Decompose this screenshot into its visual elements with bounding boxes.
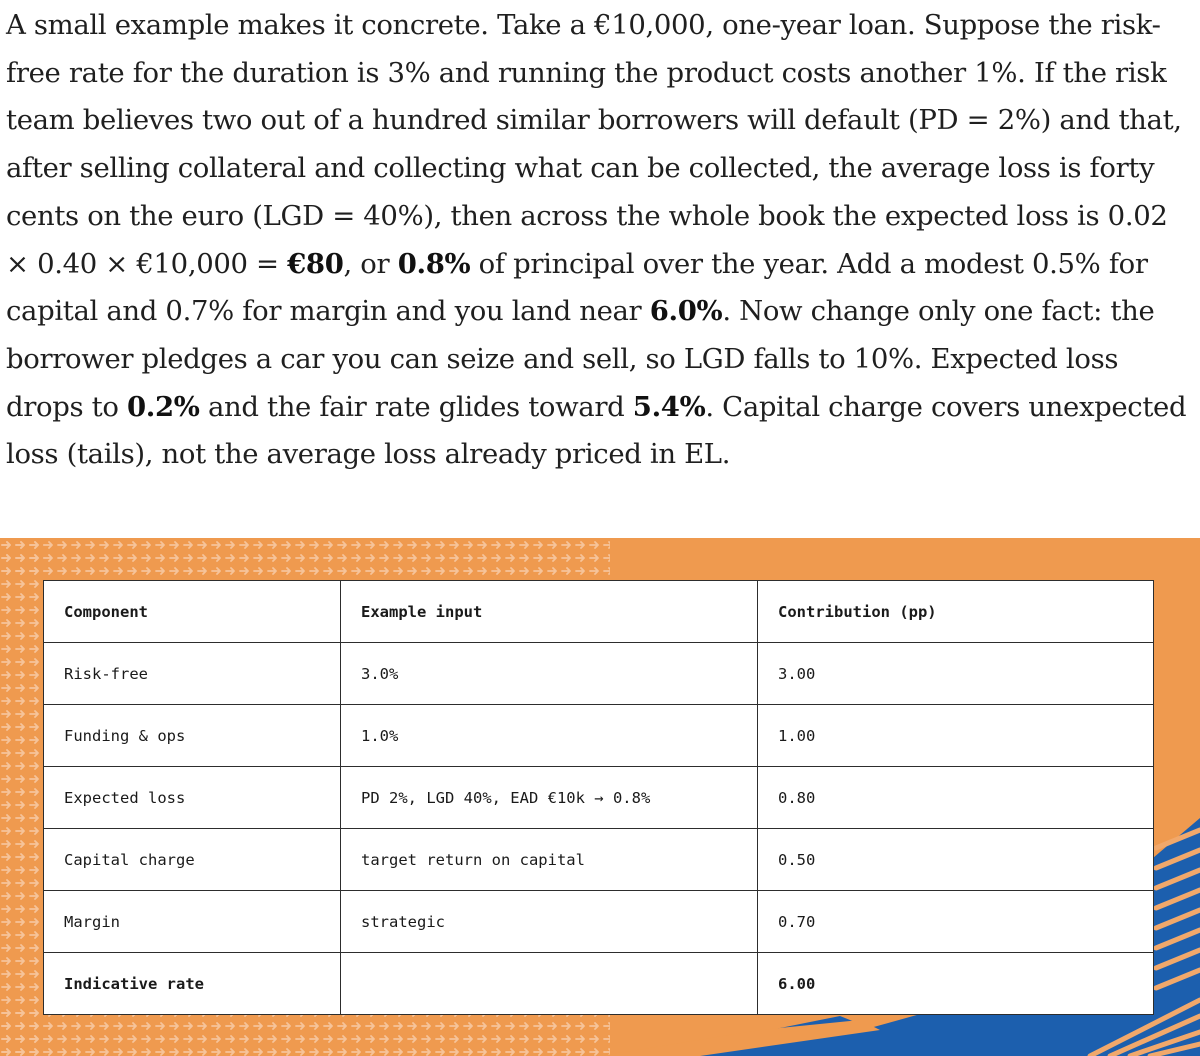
arrow-pattern-left <box>0 538 44 1056</box>
cell-component: Margin <box>44 891 341 953</box>
table-row <box>44 643 1154 705</box>
cell-input: strategic <box>341 891 758 953</box>
cell-component: Funding & ops <box>44 705 341 767</box>
cell-input: target return on capital <box>341 829 758 891</box>
table-total-row <box>44 953 1154 1015</box>
cell-component: Risk-free <box>44 643 341 705</box>
cell-component: Indicative rate <box>44 953 341 1015</box>
expected-loss-percent: 0.8% <box>397 247 471 280</box>
secured-expected-loss: 0.2% <box>126 390 200 423</box>
cell-input <box>341 953 758 1015</box>
table-row <box>44 767 1154 829</box>
arrow-pattern-top <box>0 538 610 580</box>
cell-input: PD 2%, LGD 40%, EAD €10k → 0.8% <box>341 767 758 829</box>
cell-contribution: 3.00 <box>758 643 1154 705</box>
header-contribution: Contribution (pp) <box>758 581 1154 643</box>
table-row <box>44 891 1154 953</box>
cell-input: 3.0% <box>341 643 758 705</box>
header-example-input: Example input <box>341 581 758 643</box>
arrow-pattern-bottom <box>0 1012 610 1056</box>
cell-contribution: 0.70 <box>758 891 1154 953</box>
paragraph-text-2: , or <box>343 247 398 280</box>
cell-contribution: 0.80 <box>758 767 1154 829</box>
cell-contribution: 0.50 <box>758 829 1154 891</box>
cell-component: Capital charge <box>44 829 341 891</box>
rate-components-table <box>43 580 1154 1015</box>
paragraph-text-5: and the fair rate glides toward <box>199 390 633 423</box>
table-row <box>44 705 1154 767</box>
paragraph-text-4: . Now change only one fact: the borrower pledges a car you can seize and sell, so LGD falls to 10%. Expected loss drops to <box>6 295 1155 423</box>
paragraph-text-6: . Capital charge covers unexpected loss (tails), not the average loss already priced in EL. <box>6 390 1187 471</box>
table-header-row <box>44 581 1154 643</box>
header-component: Component <box>44 581 341 643</box>
cell-contribution: 6.00 <box>758 953 1154 1015</box>
table-row <box>44 829 1154 891</box>
paragraph-text-3: of principal over the year. Add a modest 0.5% for capital and 0.7% for margin and you land near <box>6 247 1148 328</box>
expected-loss-amount: €80 <box>287 247 344 280</box>
secured-fair-rate: 5.4% <box>632 390 706 423</box>
cell-input: 1.0% <box>341 705 758 767</box>
indicative-rate-value: 6.0% <box>649 295 723 328</box>
cell-component: Expected loss <box>44 767 341 829</box>
cell-contribution: 1.00 <box>758 705 1154 767</box>
article-paragraph <box>6 2 1196 479</box>
paragraph-text-1: A small example makes it concrete. Take a €10,000, one-year loan. Suppose the risk-free rate for the duration is 3% and running the product costs another 1%. If the risk team believes two out of a hundred similar borrowers will default (PD = 2%) and that, after selling collateral and collecting what can be collected, the average loss is forty cents on the euro (LGD = 40%), then across the whole book the expected loss is 0.02 × 0.40 × €10,000 = <box>6 9 1182 280</box>
